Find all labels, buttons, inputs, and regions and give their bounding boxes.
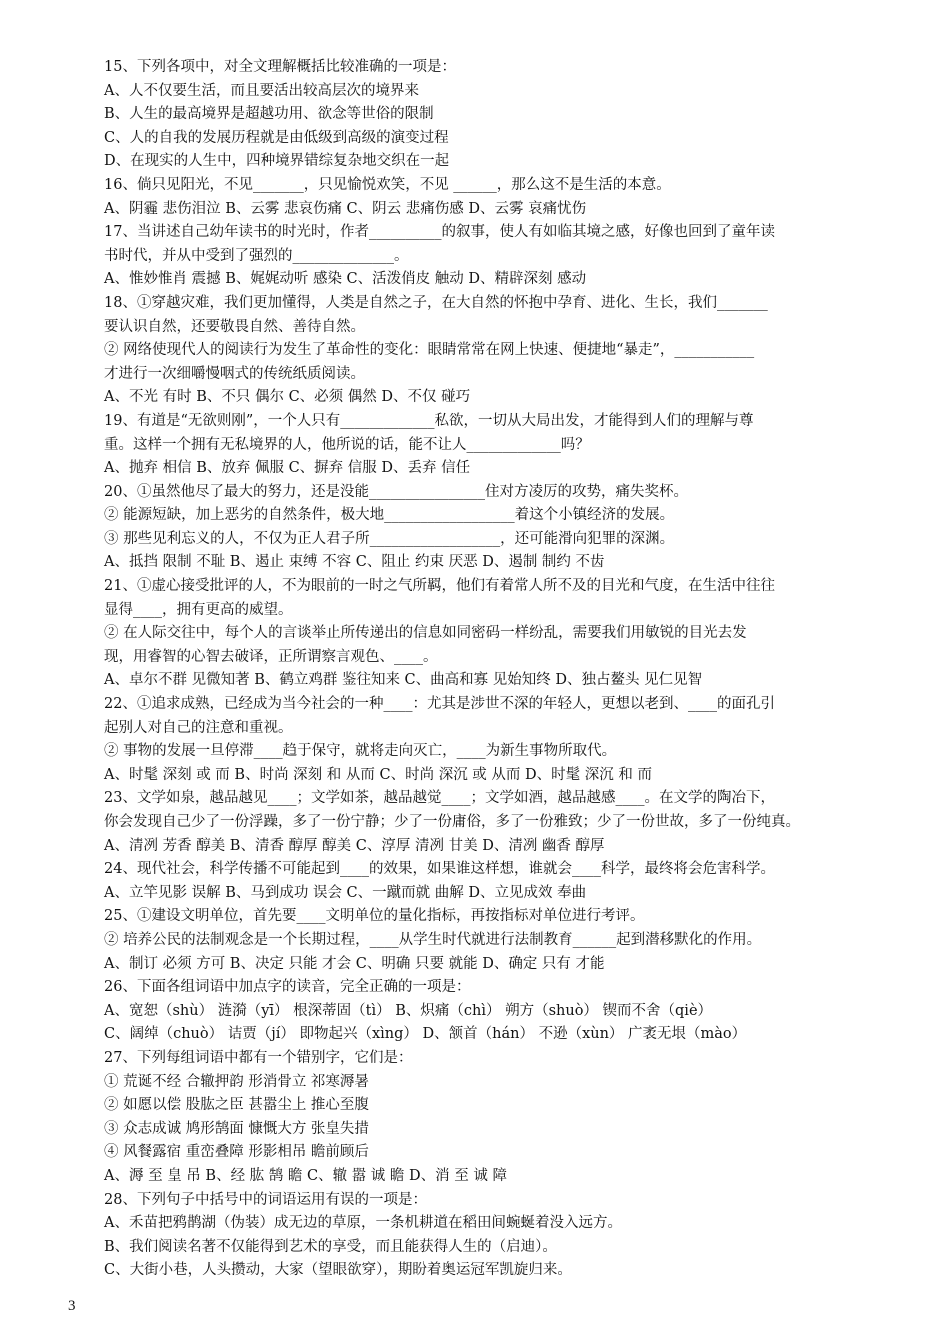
option-line: A、禾苗把鸦鹊湖（伪装）成无边的草原，一条机耕道在稻田间蜿蜒着没入远方。: [104, 1215, 622, 1232]
options-line: A、宽恕（shù） 涟漪（yī） 根深蒂固（tì） B、炽痛（chì） 朔方（shuò） 锲而不舍（qiè）: [104, 1002, 713, 1019]
question-23-stem: 23、文学如泉，越品越见____；文学如茶，越品越觉____；文学如酒，越品越感____。在文学的陶冶下，: [104, 790, 775, 807]
question-22-stem: 22、①追求成熟，已经成为当今社会的一种____：尤其是涉世不深的年轻人，更想以老到、____的面孔引: [104, 696, 775, 713]
options-line: A、立竿见影 误解 B、马到成功 误会 C、一蹴而就 曲解 D、立见成效 奉曲: [104, 884, 587, 901]
question-16-stem: 16、倘只见阳光，不见_______，只见愉悦欢笑，不见 ______，那么这不是生活的本意。: [104, 176, 671, 193]
question-17-stem-cont: 书时代，并从中受到了强烈的______________。: [104, 247, 409, 264]
question-26-stem: 26、下面各组词语中加点字的读音，完全正确的一项是：: [104, 979, 471, 996]
question-20-stem: 20、①虽然他尽了最大的努力，还是没能________________住对方凌厉的攻势，痛失奖杯。: [104, 483, 688, 500]
options-line: A、制订 必须 方可 B、决定 只能 才会 C、明确 只要 就能 D、确定 只有 才能: [104, 955, 605, 972]
word-group: ① 荒诞不经 合辙押韵 形消骨立 祁寒溽暑: [104, 1073, 369, 1090]
options-line: A、不光 有时 B、不只 偶尔 C、必须 偶然 D、不仅 碰巧: [104, 389, 471, 406]
word-group: ④ 风餐露宿 重峦叠障 形影相吊 瞻前顾后: [104, 1144, 369, 1161]
question-17-stem: 17、当讲述自己幼年读书的时光时，作者__________的叙事，使人有如临其境之感，好像也回到了童年读: [104, 224, 775, 241]
question-27-stem: 27、下列每组词语中都有一个错别字，它们是：: [104, 1049, 413, 1066]
question-21-stem-cont: 显得____，拥有更高的威望。: [104, 601, 293, 618]
options-line: A、时髦 深刻 或 而 B、时尚 深刻 和 从而 C、时尚 深沉 或 从而 D、时髦 深沉 和 而: [104, 766, 652, 783]
options-line: A、清冽 芳香 醇美 B、清香 醇厚 醇美 C、淳厚 清冽 甘美 D、清冽 幽香 醇厚: [104, 837, 605, 854]
question-28-stem: 28、下列句子中括号中的词语运用有误的一项是：: [104, 1191, 427, 1208]
question-18-sentence-2-cont: 才进行一次细嚼慢咽式的传统纸质阅读。: [104, 365, 365, 382]
question-15-stem: 15、下列各项中，对全文理解概括比较准确的一项是：: [104, 59, 456, 75]
question-19-stem: 19、有道是“无欲则刚”，一个人只有_____________私欲，一切从大局出发，才能得到人们的理解与尊: [104, 412, 754, 429]
question-22-sentence-2: ② 事物的发展一旦停滞____趋于保守，就将走向灭亡，____为新生事物所取代。: [104, 743, 617, 760]
document-body: [104, 56, 884, 1283]
options-line: A、卓尔不群 见微知著 B、鹤立鸡群 鉴往知来 C、曲高和寡 见始知终 D、独占鳌头 见仁见智: [104, 672, 703, 689]
question-25-sentence-2: ② 培养公民的法制观念是一个长期过程，____从学生时代就进行法制教育______起到潜移默化的作用。: [104, 931, 762, 948]
page-number: 3: [68, 1298, 76, 1314]
question-18-stem-cont: 要认识自然，还要敬畏自然、善待自然。: [104, 318, 365, 335]
question-20-sentence-3: ③ 那些见利忘义的人，不仅为正人君子所__________________，还可能滑向犯罪的深渊。: [104, 530, 675, 547]
options-line: A、溽 至 皇 吊 B、经 肱 鹄 瞻 C、辙 嚣 诚 瞻 D、消 至 诚 障: [104, 1167, 507, 1184]
options-line: A、抛弃 相信 B、放弃 佩服 C、摒弃 信服 D、丢弃 信任: [104, 460, 471, 477]
question-21-sentence-2-cont: 现，用睿智的心智去破译，正所谓察言观色、____。: [104, 648, 438, 665]
question-24-stem: 24、现代社会，科学传播不可能起到____的效果，如果谁这样想，谁就会____科学，最终将会危害科学。: [104, 861, 775, 878]
option-line: A、人不仅要生活，而且要活出较高层次的境界来: [104, 82, 419, 99]
question-18-stem: 18、①穿越灾难，我们更加懂得，人类是自然之子，在大自然的怀抱中孕育、进化、生长，我们_______: [104, 294, 768, 311]
options-line: A、抵挡 限制 不耻 B、遏止 束缚 不容 C、阻止 约束 厌恶 D、遏制 制约 不齿: [104, 554, 605, 571]
option-line: D、在现实的人生中，四种境界错综复杂地交织在一起: [104, 153, 450, 170]
question-19-stem-cont: 重。这样一个拥有无私境界的人，他所说的话，能不让人_____________吗？: [104, 436, 590, 453]
options-line: A、阴霾 悲伤泪泣 B、云雾 悲哀伤痛 C、阴云 悲痛伤感 D、云雾 哀痛忧伤: [104, 200, 587, 217]
question-25-stem: 25、①建设文明单位，首先要____文明单位的量化指标，再按指标对单位进行考评。: [104, 908, 645, 925]
options-line: A、惟妙惟肖 震撼 B、娓娓动听 感染 C、活泼俏皮 触动 D、精辟深刻 感动: [104, 271, 587, 288]
options-line: C、阔绰（chuò） 诘贾（jí） 即物起兴（xìng） D、颔首（hán） 不逊（xùn） 广袤无垠（mào）: [104, 1026, 747, 1043]
option-line: C、人的自我的发展历程就是由低级到高级的演变过程: [104, 129, 449, 146]
option-line: C、大街小巷，人头攒动，大家（望眼欲穿），期盼着奥运冠军凯旋归来。: [104, 1262, 572, 1279]
option-line: B、人生的最高境界是超越功用、欲念等世俗的限制: [104, 106, 434, 123]
word-group: ③ 众志成诚 鸠形鹄面 慷慨大方 张皇失措: [104, 1120, 369, 1137]
question-20-sentence-2: ② 能源短缺，加上恶劣的自然条件，极大地__________________着这个小镇经济的发展。: [104, 507, 675, 524]
option-line: B、我们阅读名著不仅能得到艺术的享受，而且能获得人生的（启迪）。: [104, 1238, 557, 1255]
question-21-sentence-2: ② 在人际交往中，每个人的言谈举止所传递出的信息如同密码一样纷乱，需要我们用敏锐的目光去发: [104, 625, 747, 642]
question-21-stem: 21、①虚心接受批评的人，不为眼前的一时之气所羁，他们有着常人所不及的目光和气度，在生活中往往: [104, 578, 775, 595]
word-group: ② 如愿以偿 股肱之臣 甚嚣尘上 推心至腹: [104, 1097, 369, 1114]
question-23-stem-cont: 你会发现自己少了一份浮躁，多了一份宁静；少了一份庸俗，多了一份雅致；少了一份世故，多了一份纯真。: [104, 814, 800, 830]
question-18-sentence-2: ② 网络使现代人的阅读行为发生了革命性的变化：眼睛常常在网上快速、便捷地“暴走”，___________: [104, 342, 755, 359]
question-22-stem-cont: 起别人对自己的注意和重视。: [104, 719, 293, 736]
